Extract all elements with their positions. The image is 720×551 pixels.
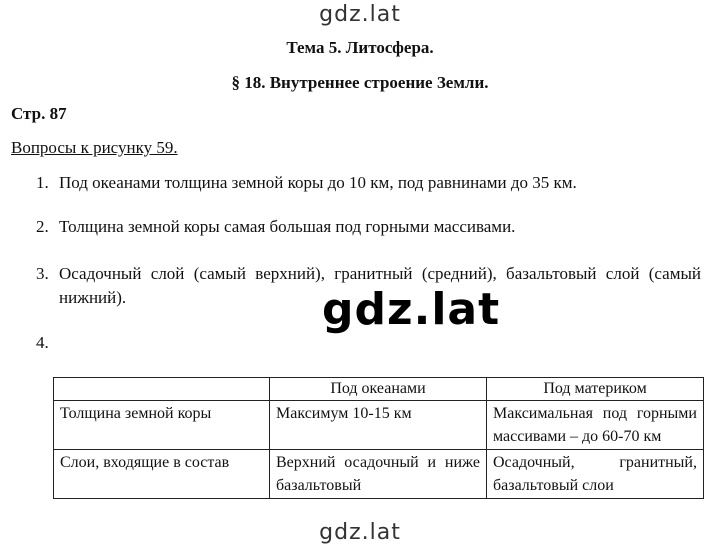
- table-row: [54, 450, 704, 499]
- table-row: [54, 401, 704, 450]
- table-cell: Слои, входящие в состав: [54, 450, 270, 499]
- answer-text: Осадочный слой (самый верхний), гранитный (средний), базальтовый слой (самый нижний).: [59, 264, 701, 307]
- watermark-top: gdz.lat: [319, 2, 401, 27]
- table-cell: Верхний осадочный и ниже базальтовый: [270, 450, 487, 499]
- watermark-middle: gdz.lat: [322, 284, 501, 335]
- watermark-bottom: gdz.lat: [319, 520, 401, 545]
- answer-number: 4.: [36, 333, 49, 352]
- topic-title: Тема 5. Литосфера.: [286, 38, 434, 57]
- answer-item-1: [36, 171, 701, 195]
- answer-number: 3.: [36, 264, 49, 283]
- table-cell: Максимум 10-15 км: [270, 401, 487, 450]
- comparison-table: [53, 377, 704, 499]
- questions-heading: Вопросы к рисунку 59.: [11, 138, 178, 157]
- table-header-cell: Под материком: [487, 378, 704, 401]
- answer-text: Толщина земной коры самая большая под горными массивами.: [59, 217, 516, 236]
- section-title: § 18. Внутреннее строение Земли.: [231, 73, 489, 92]
- answer-text: Под океанами толщина земной коры до 10 км, под равнинами до 35 км.: [59, 173, 577, 192]
- table-header-cell: Под океанами: [270, 378, 487, 401]
- table-header-cell: [54, 378, 270, 401]
- table-header-row: [54, 378, 704, 401]
- answer-number: 1.: [36, 173, 49, 192]
- answer-item-2: [36, 215, 701, 239]
- table-cell: Толщина земной коры: [54, 401, 270, 450]
- answer-number: 2.: [36, 217, 49, 236]
- table-cell: Максимальная под горными массивами – до 60-70 км: [487, 401, 704, 450]
- page-label: Стр. 87: [11, 104, 67, 123]
- table-cell: Осадочный, гранитный, базальтовый слои: [487, 450, 704, 499]
